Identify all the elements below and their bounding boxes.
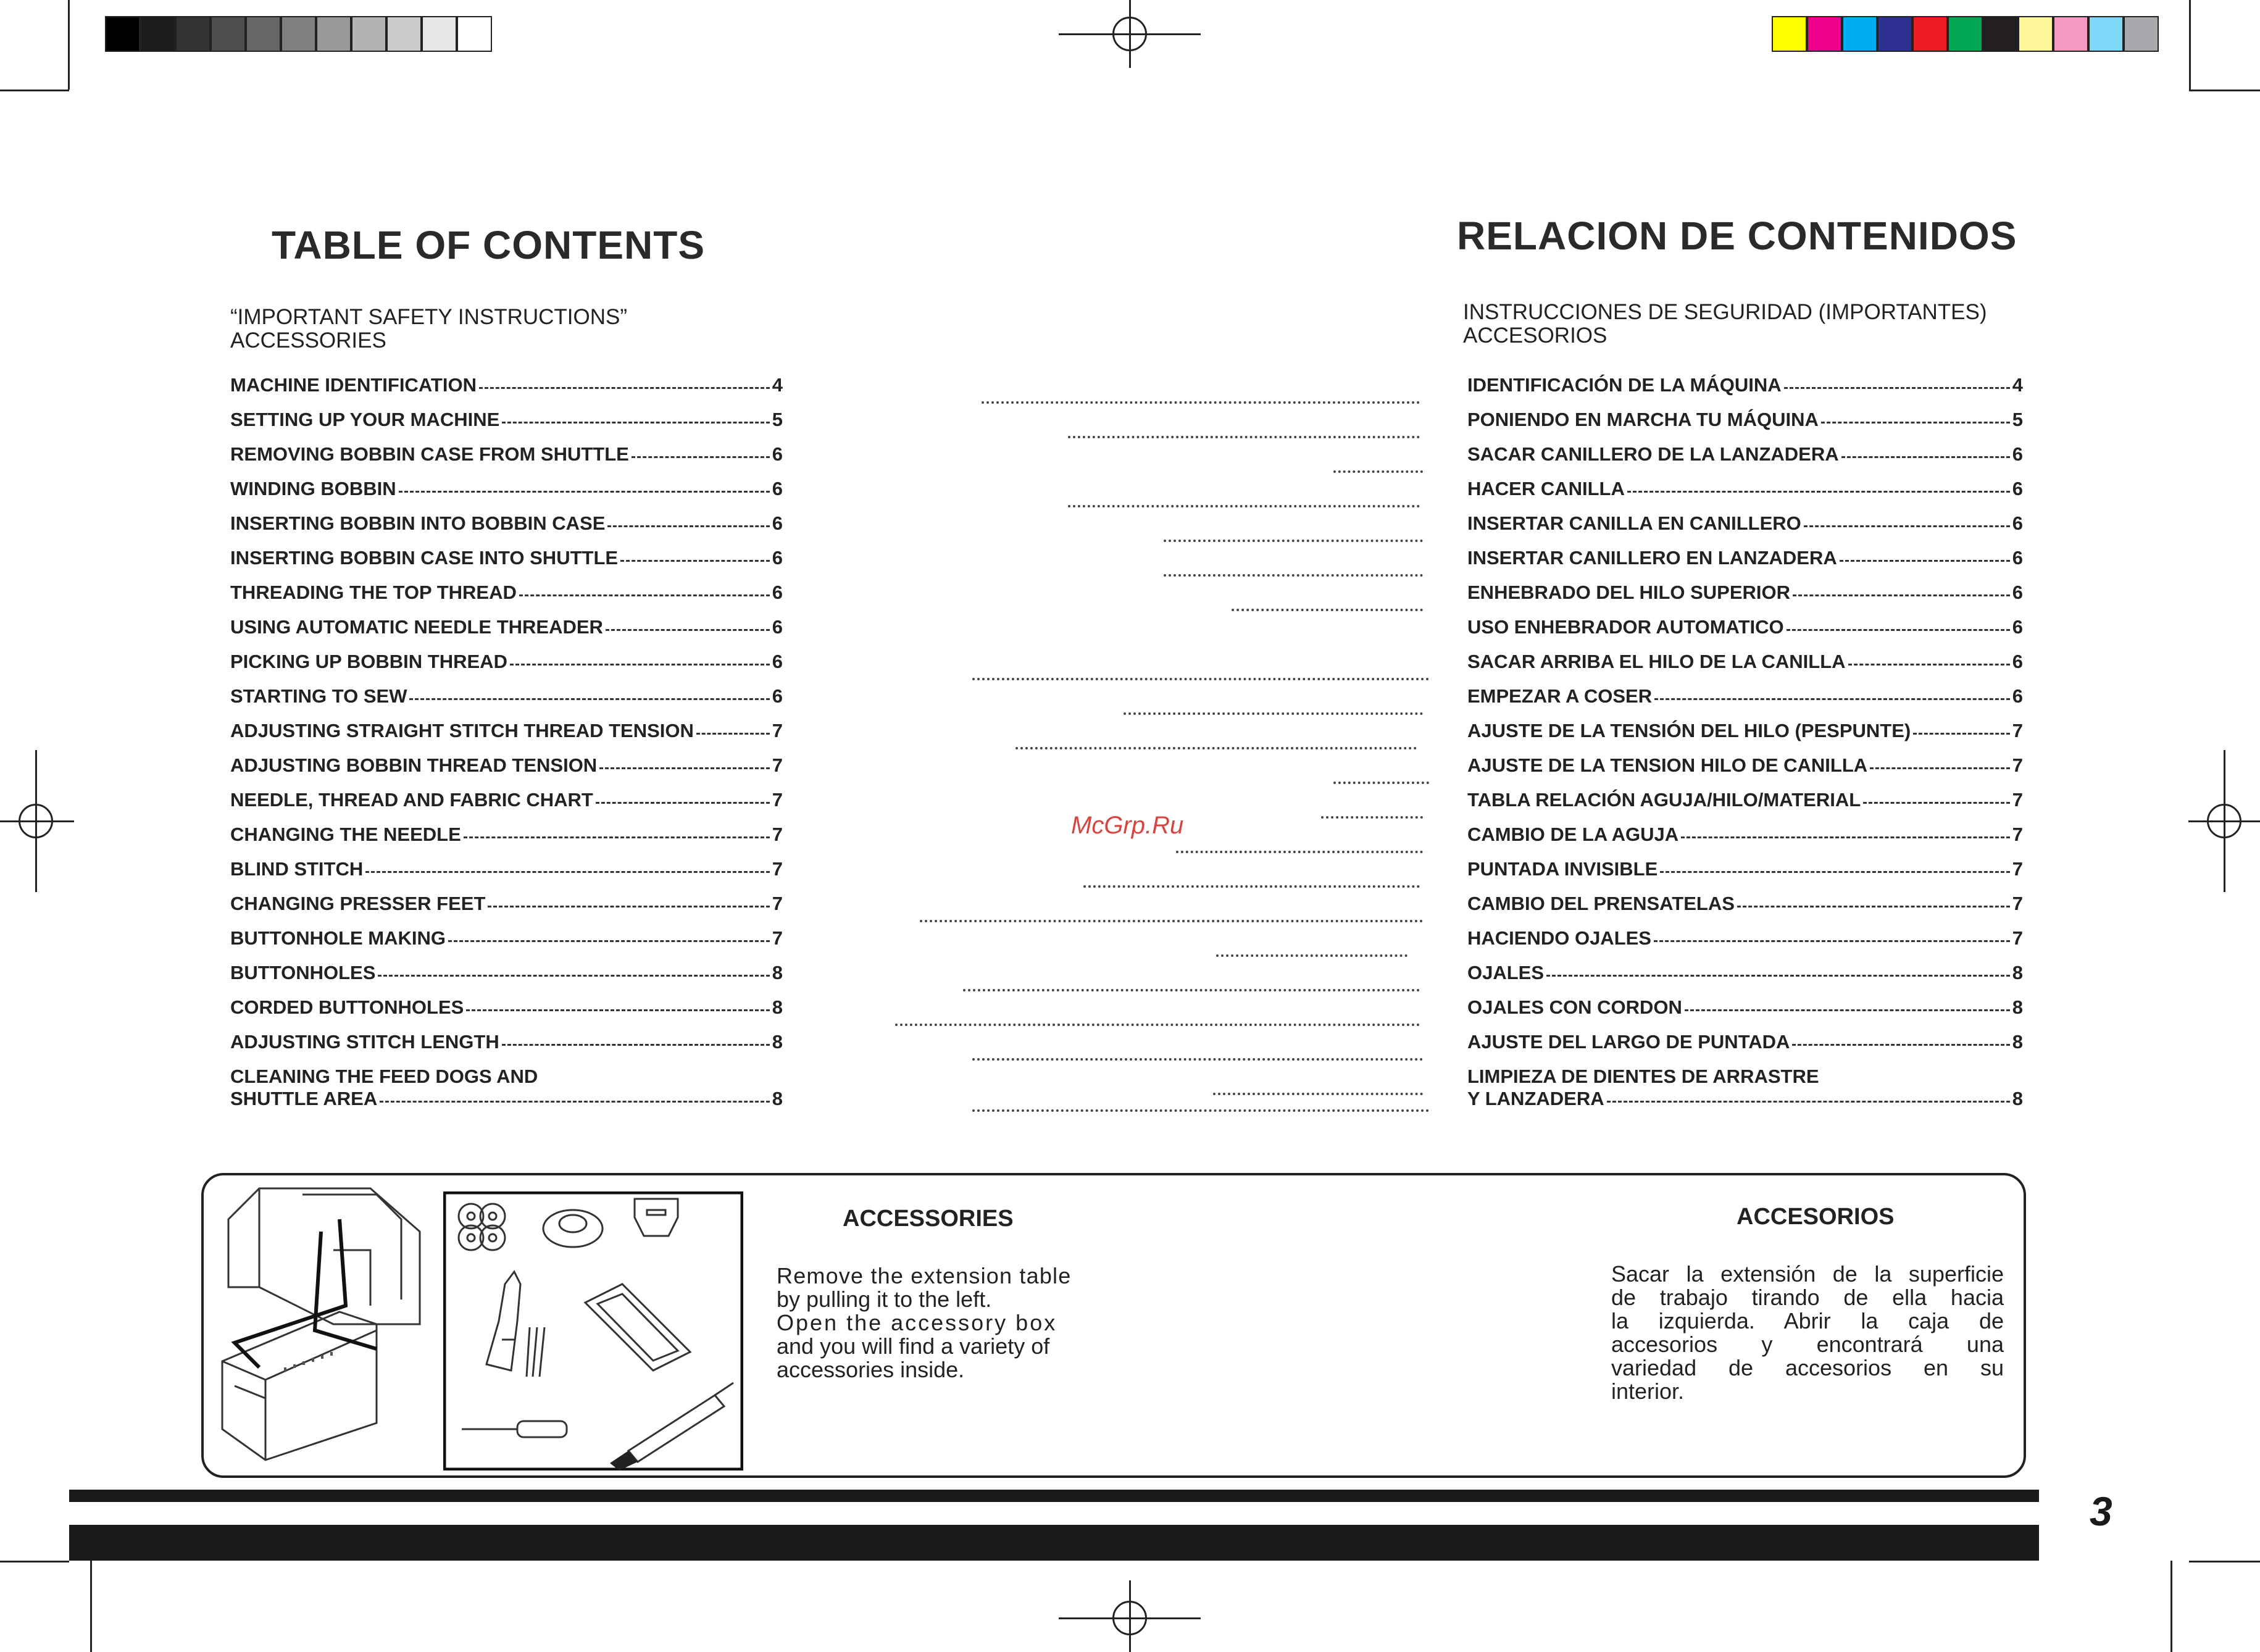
toc-entry[interactable] — [230, 679, 783, 714]
toc-entry-page: 7 — [772, 720, 783, 741]
toc-leader — [1848, 664, 2010, 665]
toc-entry-label: SHUTTLE AREA — [230, 1088, 378, 1109]
page-title-english: TABLE OF CONTENTS — [272, 223, 705, 267]
dotted-leader — [1333, 470, 1423, 473]
toc-entry-label: STARTING TO SEW — [230, 685, 407, 707]
toc-entry-label: SETTING UP YOUR MACHINE — [230, 409, 500, 430]
toc-entry-label: INSERTAR CANILLA EN CANILLERO — [1467, 512, 1801, 534]
toc-entry[interactable] — [230, 990, 783, 1025]
accessories-heading-spanish: ACCESORIOS — [1737, 1204, 1895, 1230]
toc-entry-page: 6 — [2012, 651, 2023, 672]
toc-entry-label: PONIENDO EN MARCHA TU MÁQUINA — [1467, 409, 1819, 430]
toc-leader — [1654, 698, 2010, 700]
dotted-leader — [972, 1058, 1423, 1061]
toc-entry-page: 6 — [772, 547, 783, 569]
dotted-leader — [963, 989, 1420, 991]
toc-leader — [1654, 940, 2010, 942]
toc-entry-label: USING AUTOMATIC NEEDLE THREADER — [230, 616, 603, 638]
toc-entry-page: 8 — [2012, 962, 2023, 983]
toc-entry-label[interactable]: LIMPIEZA DE DIENTES DE ARRASTRE — [1467, 1066, 1819, 1087]
toc-entry[interactable] — [230, 610, 783, 645]
toc-leader — [466, 1009, 769, 1011]
toc-leader — [1546, 975, 2010, 977]
dotted-leader — [1176, 851, 1423, 853]
toc-entry[interactable] — [230, 1082, 783, 1116]
dotted-leader — [1321, 816, 1423, 819]
intro-accesorios: ACCESORIOS — [1463, 323, 1607, 348]
toc-entry-label: CHANGING PRESSER FEET — [230, 893, 486, 914]
gray-swatch — [246, 16, 281, 52]
toc-leader — [1840, 560, 2010, 562]
toc-entry-label: Y LANZADERA — [1467, 1088, 1604, 1109]
toc-entry-page: 6 — [2012, 616, 2023, 638]
toc-leader — [1784, 387, 2010, 389]
toc-entry-page: 8 — [772, 1088, 783, 1109]
toc-entry-label: BUTTONHOLES — [230, 962, 376, 983]
toc-entry-page: 8 — [772, 962, 783, 983]
toc-entry-label: AJUSTE DE LA TENSIÓN DEL HILO (PESPUNTE) — [1467, 720, 1911, 741]
dotted-leader — [1232, 609, 1423, 611]
toc-entry-label: BLIND STITCH — [230, 858, 364, 880]
toc-entry-label: ADJUSTING BOBBIN THREAD TENSION — [230, 754, 598, 776]
color-swatch — [1948, 16, 1983, 52]
toc-entry-page: 5 — [772, 409, 783, 430]
color-swatch — [1842, 16, 1877, 52]
toc-leader — [596, 802, 770, 804]
toc-entry-page: 6 — [2012, 443, 2023, 465]
toc-entry-label: ADJUSTING STRAIGHT STITCH THREAD TENSION — [230, 720, 694, 741]
toc-entry-page: 7 — [772, 927, 783, 949]
toc-leader — [1681, 836, 2010, 838]
toc-leader — [1792, 1044, 2009, 1046]
toc-entry[interactable] — [230, 921, 783, 956]
footer-bar-thick — [69, 1525, 2039, 1561]
gray-swatch — [211, 16, 246, 52]
toc-entry-label: ADJUSTING STITCH LENGTH — [230, 1031, 499, 1053]
toc-entry[interactable] — [230, 645, 783, 679]
toc-entry[interactable] — [1467, 403, 2023, 437]
page-title-spanish: RELACION DE CONTENIDOS — [1457, 214, 2017, 258]
color-swatch — [1807, 16, 1842, 52]
toc-entry-label: SACAR CANILLERO DE LA LANZADERA — [1467, 443, 1839, 465]
crop-mark — [2189, 90, 2260, 91]
color-swatch — [1983, 16, 2018, 52]
page-number: 3 — [2090, 1488, 2112, 1534]
toc-entry[interactable] — [1467, 472, 2023, 506]
toc-entry-page: 6 — [772, 616, 783, 638]
color-swatch — [2088, 16, 2124, 52]
gray-swatch — [457, 16, 492, 52]
toc-entry-page: 6 — [2012, 685, 2023, 707]
toc-entry-label: PICKING UP BOBBIN THREAD — [230, 651, 507, 672]
toc-entry[interactable] — [230, 541, 783, 575]
toc-leader — [365, 871, 769, 873]
toc-entry-page: 7 — [772, 789, 783, 811]
dotted-leader — [1333, 782, 1429, 784]
toc-entry-label: INSERTAR CANILLERO EN LANZADERA — [1467, 547, 1837, 569]
toc-entry[interactable] — [230, 886, 783, 921]
toc-entry-page: 8 — [772, 1031, 783, 1053]
toc-leader — [488, 906, 769, 907]
intro-safety-instructions: “IMPORTANT SAFETY INSTRUCTIONS” — [230, 305, 628, 329]
toc-entry-label: MACHINE IDENTIFICATION — [230, 374, 477, 396]
toc-entry[interactable] — [230, 817, 783, 852]
toc-entry[interactable] — [1467, 783, 2023, 817]
toc-leader — [599, 767, 770, 769]
toc-entry-label: THREADING THE TOP THREAD — [230, 582, 517, 603]
toc-leader — [1804, 525, 2010, 527]
toc-leader — [620, 560, 770, 562]
toc-leader — [1870, 767, 2010, 769]
toc-entry-page: 7 — [772, 858, 783, 880]
dotted-leader — [972, 678, 1429, 680]
toc-entry-label: OJALES — [1467, 962, 1545, 983]
dotted-leader — [1213, 1093, 1423, 1095]
toc-entry[interactable] — [230, 575, 783, 610]
toc-leader — [378, 975, 769, 977]
gray-swatch — [422, 16, 457, 52]
toc-leader — [519, 594, 770, 596]
crop-mark — [90, 1561, 92, 1652]
registration-mark-left — [0, 750, 74, 892]
toc-leader — [1627, 491, 2010, 493]
toc-entry[interactable] — [1467, 990, 2023, 1025]
dotted-leader — [1216, 954, 1407, 957]
toc-entry[interactable] — [1467, 506, 2023, 541]
toc-entry[interactable] — [1467, 541, 2023, 575]
toc-entry-page: 6 — [772, 443, 783, 465]
toc-leader — [1913, 733, 2010, 735]
crop-mark — [0, 90, 69, 91]
crop-mark — [2189, 0, 2191, 90]
toc-leader — [1685, 1009, 2010, 1011]
toc-leader — [1863, 802, 2010, 804]
toc-entry-page: 6 — [772, 651, 783, 672]
toc-entry-page: 7 — [2012, 824, 2023, 845]
toc-entry-label: CAMBIO DE LA AGUJA — [1467, 824, 1679, 845]
color-swatch — [2053, 16, 2088, 52]
toc-entry-label: HACER CANILLA — [1467, 478, 1625, 499]
gray-swatch — [386, 16, 422, 52]
toc-entry-page: 7 — [2012, 789, 2023, 811]
toc-entry-page: 4 — [772, 374, 783, 396]
toc-entry-page: 7 — [2012, 754, 2023, 776]
color-swatch — [2018, 16, 2053, 52]
toc-entry[interactable] — [1467, 956, 2023, 990]
gray-swatch — [316, 16, 351, 52]
gray-swatch — [105, 16, 140, 52]
crop-mark — [68, 0, 70, 90]
toc-entry-label: TABLA RELACIÓN AGUJA/HILO/MATERIAL — [1467, 789, 1861, 811]
dotted-leader — [1015, 747, 1417, 749]
toc-entry-page: 6 — [772, 478, 783, 499]
toc-entry[interactable] — [230, 852, 783, 886]
toc-leader — [1660, 871, 2009, 873]
dotted-leader — [1068, 436, 1420, 438]
toc-entry-page: 8 — [2012, 1031, 2023, 1053]
toc-entry-page: 6 — [772, 512, 783, 534]
toc-leader — [1607, 1101, 2010, 1103]
toc-entry-label: NEEDLE, THREAD AND FABRIC CHART — [230, 789, 593, 811]
toc-entry-label: AJUSTE DEL LARGO DE PUNTADA — [1467, 1031, 1790, 1053]
dotted-leader — [895, 1024, 1420, 1026]
toc-entry[interactable] — [1467, 886, 2023, 921]
toc-entry[interactable] — [1467, 437, 2023, 472]
toc-entry[interactable] — [1467, 575, 2023, 610]
dotted-leader — [982, 401, 1420, 404]
toc-entry[interactable] — [1467, 679, 2023, 714]
toc-entry[interactable] — [230, 403, 783, 437]
accessories-text-english: Remove the extension table by pulling it to the left. Open the accessory box and you will find a variety of accessories inside. — [777, 1263, 1072, 1382]
toc-entry-page: 8 — [2012, 996, 2023, 1018]
accessories-heading-english: ACCESSORIES — [843, 1206, 1014, 1232]
toc-entry-page: 7 — [2012, 893, 2023, 914]
crop-mark — [0, 1561, 69, 1562]
dotted-leader — [1164, 574, 1423, 577]
toc-leader — [502, 422, 769, 423]
color-swatch — [1772, 16, 1807, 52]
toc-entry-page: 6 — [2012, 582, 2023, 603]
watermark: McGrp.Ru — [1071, 812, 1184, 839]
accessory-parts-illustration — [443, 1191, 743, 1471]
toc-entry-label: INSERTING BOBBIN INTO BOBBIN CASE — [230, 512, 606, 534]
toc-entry-label: EMPEZAR A COSER — [1467, 685, 1653, 707]
toc-entry-page: 7 — [772, 824, 783, 845]
gray-swatch — [140, 16, 175, 52]
gray-swatch — [175, 16, 211, 52]
toc-leader — [464, 836, 770, 838]
toc-leader — [502, 1044, 770, 1046]
color-swatch — [1912, 16, 1948, 52]
toc-entry-page: 7 — [2012, 858, 2023, 880]
dotted-leader — [1068, 505, 1420, 507]
toc-entry-label: INSERTING BOBBIN CASE INTO SHUTTLE — [230, 547, 619, 569]
toc-entry-page: 4 — [2012, 374, 2023, 396]
registration-mark-right — [2188, 750, 2260, 892]
toc-leader — [479, 387, 770, 389]
toc-entry-label: HACIENDO OJALES — [1467, 927, 1651, 949]
toc-entry[interactable] — [230, 1025, 783, 1059]
toc-entry[interactable] — [1467, 748, 2023, 783]
toc-entry-page: 6 — [772, 685, 783, 707]
toc-entry-label: CAMBIO DEL PRENSATELAS — [1467, 893, 1735, 914]
toc-entry[interactable] — [1467, 817, 2023, 852]
toc-entry-label: CORDED BUTTONHOLES — [230, 996, 464, 1018]
toc-entry-page: 6 — [2012, 478, 2023, 499]
toc-entry-page: 7 — [2012, 720, 2023, 741]
toc-leader — [696, 733, 770, 735]
toc-entry-page: 6 — [2012, 547, 2023, 569]
dotted-leader — [920, 920, 1423, 922]
registration-mark-bottom — [1059, 1580, 1201, 1652]
toc-entry-page: 7 — [772, 893, 783, 914]
toc-leader — [1737, 906, 2010, 907]
toc-entry[interactable] — [230, 506, 783, 541]
toc-entry[interactable] — [1467, 921, 2023, 956]
toc-entry-label[interactable]: CLEANING THE FEED DOGS AND — [230, 1066, 538, 1087]
toc-entry-page: 7 — [772, 754, 783, 776]
toc-entry-label: BUTTONHOLE MAKING — [230, 927, 446, 949]
gray-swatch — [351, 16, 386, 52]
toc-entry[interactable] — [1467, 852, 2023, 886]
toc-leader — [632, 456, 770, 458]
toc-entry-page: 5 — [2012, 409, 2023, 430]
intro-instrucciones: INSTRUCCIONES DE SEGURIDAD (IMPORTANTES) — [1463, 300, 1987, 324]
toc-entry-label: PUNTADA INVISIBLE — [1467, 858, 1658, 880]
toc-entry[interactable] — [230, 783, 783, 817]
toc-entry-label: USO ENHEBRADOR AUTOMATICO — [1467, 616, 1784, 638]
toc-entry[interactable] — [1467, 714, 2023, 748]
toc-entry-label: SACAR ARRIBA EL HILO DE LA CANILLA — [1467, 651, 1846, 672]
color-swatch — [1877, 16, 1912, 52]
toc-leader — [606, 629, 770, 631]
toc-entry-page: 8 — [2012, 1088, 2023, 1109]
toc-entry-page: 6 — [772, 582, 783, 603]
toc-entry-label: CHANGING THE NEEDLE — [230, 824, 461, 845]
color-swatch — [2124, 16, 2159, 52]
toc-entry-label: IDENTIFICACIÓN DE LA MÁQUINA — [1467, 374, 1782, 396]
toc-leader — [510, 664, 770, 665]
toc-leader — [399, 491, 770, 493]
toc-entry-label: OJALES CON CORDON — [1467, 996, 1682, 1018]
toc-leader — [380, 1101, 770, 1103]
toc-leader — [409, 698, 769, 700]
toc-entry[interactable] — [1467, 368, 2023, 403]
toc-entry-page: 8 — [772, 996, 783, 1018]
toc-entry[interactable] — [230, 748, 783, 783]
gray-swatch — [281, 16, 316, 52]
toc-entry-label: ENHEBRADO DEL HILO SUPERIOR — [1467, 582, 1791, 603]
toc-leader — [1841, 456, 2010, 458]
toc-leader — [1821, 422, 2010, 423]
toc-entry[interactable] — [230, 956, 783, 990]
toc-entry[interactable] — [230, 472, 783, 506]
crop-mark — [2170, 1561, 2172, 1652]
toc-entry[interactable] — [230, 714, 783, 748]
toc-entry-page: 7 — [2012, 927, 2023, 949]
toc-leader — [1787, 629, 2010, 631]
toc-leader — [448, 940, 770, 942]
toc-entry-label: AJUSTE DE LA TENSION HILO DE CANILLA — [1467, 754, 1868, 776]
registration-mark-top — [1059, 0, 1201, 68]
toc-entry[interactable] — [1467, 1082, 2023, 1116]
toc-entry[interactable] — [230, 368, 783, 403]
accessories-text-spanish: Sacar la extensión de la superficie de trabajo tirando de ella hacia la izquierda. Abrir la caja de accesorios y encontrará una variedad de accesorios en su interior. — [1611, 1261, 2004, 1404]
toc-entry-page: 6 — [2012, 512, 2023, 534]
footer-bar-thin — [69, 1490, 2039, 1502]
toc-leader — [607, 525, 769, 527]
crop-mark — [2189, 1561, 2260, 1562]
toc-entry-label: WINDING BOBBIN — [230, 478, 396, 499]
dotted-leader — [1124, 712, 1423, 715]
dotted-leader — [972, 1109, 1429, 1112]
toc-leader — [1793, 594, 2010, 596]
dotted-leader — [1164, 540, 1423, 542]
toc-entry[interactable] — [1467, 645, 2023, 679]
toc-entry[interactable] — [1467, 1025, 2023, 1059]
toc-entry[interactable] — [230, 437, 783, 472]
dotted-leader — [1083, 885, 1420, 888]
intro-accessories: ACCESSORIES — [230, 328, 386, 353]
sewing-machine-illustration — [216, 1182, 444, 1472]
toc-entry[interactable] — [1467, 610, 2023, 645]
toc-entry-label: REMOVING BOBBIN CASE FROM SHUTTLE — [230, 443, 629, 465]
